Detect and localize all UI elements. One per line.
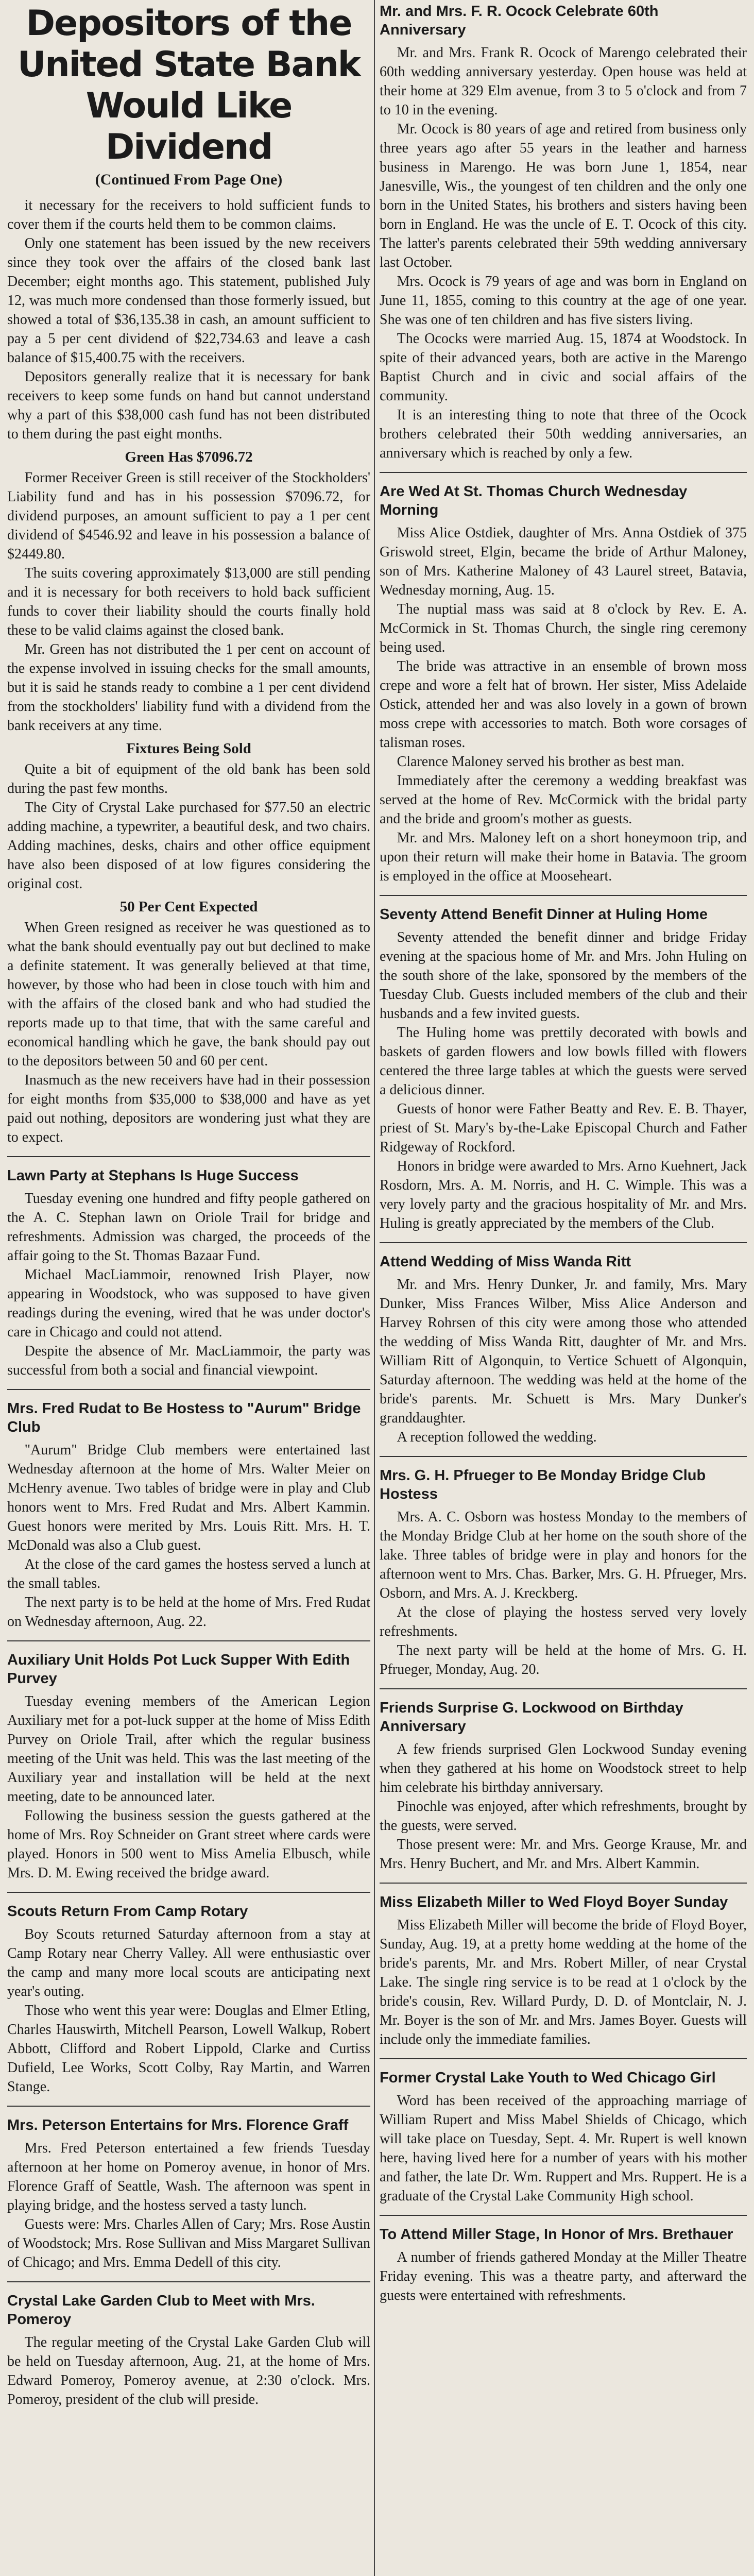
article-paragraph: Those present were: Mr. and Mrs. George Krause, Mr. and Mrs. Henry Buchert, and Mr. and Mrs. Albert Kammin. (380, 1837, 747, 1872)
article-paragraph: Guests of honor were Father Beatty and Rev. E. B. Thayer, priest of St. Mary's by-the-Lake Episcopal Church and Father Ridgeway of Rockford. (380, 1101, 747, 1155)
article-paragraph: Immediately after the ceremony a wedding breakfast was served at the home of Rev. McCormick with the bridal party and the bride and groom's mother as guests. (380, 773, 747, 827)
article-lawn-party (7, 1166, 370, 1380)
article-body (380, 928, 747, 1233)
article-wanda-ritt (380, 1252, 747, 1447)
headline-line-2: United State Bank (18, 44, 360, 85)
article-body (380, 2091, 747, 2206)
article-title: Auxiliary Unit Holds Pot Luck Supper With Edith Purvey (7, 1652, 350, 1687)
article-paragraph: The bride was attractive in an ensemble of brown moss crepe and wore a felt hat of brown. Her sister, Miss Adelaide Ostick, attended her and was also lovely in a gown of brown moss crepe with accessories to match. Both wore corsages of talisman roses. (380, 658, 747, 751)
article-garden-club (7, 2292, 370, 2409)
article-body (7, 1925, 370, 2096)
article-paragraph: Michael MacLiammoir, renowned Irish Player, now appearing in Woodstock, who was supposed to have given readings during the evening, wired that he was under doctor's care in Chicago and could not attend. (7, 1267, 370, 1340)
continued-note: (Continued From Page One) (95, 171, 283, 188)
article-title: Mrs. G. H. Pfrueger to Be Monday Bridge Club Hostess (380, 1467, 706, 1502)
article-paragraph: Seventy attended the benefit dinner and bridge Friday evening at the spacious home of Mr. and Mrs. John Huling on the south shore of the lake, sponsored by the members of the Tuesday Club. Guests included members of the club and their husbands and a few invited guests. (380, 929, 747, 1022)
article-ocock (380, 2, 747, 463)
article-paragraph: Miss Elizabeth Miller will become the bride of Floyd Boyer, Sunday, Aug. 19, at a pretty home wedding at the home of the bride's parents, Mr. and Mrs. Robert Miller, of near Crystal Lake. The single ring service is to be read at 1 o'clock by the bride's cousin, Rev. Willard Purdy, D. D. of Montclair, N. J. Mr. Boyer is the son of Mr. and Mrs. James Boyer. Guests will include only the immediate families. (380, 1917, 747, 2047)
article-paragraph: Quite a bit of equipment of the old bank has been sold during the past few months. (7, 761, 370, 796)
separator (380, 1456, 747, 1457)
article-body (380, 1275, 747, 1447)
article-paragraph: At the close of playing the hostess served very lovely refreshments. (380, 1604, 747, 1639)
article-scouts (7, 1902, 370, 2096)
article-paragraph: Honors in bridge were awarded to Mrs. Arno Kuehnert, Jack Rosdorn, Mrs. A. M. Norris, and H. C. Wimple. This was a very lovely party and the gracious hospitality of Mr. and Mrs. Huling is greatly appreciated by the members of the Club. (380, 1158, 747, 1231)
separator (380, 2215, 747, 2216)
article-title: To Attend Miller Stage, In Honor of Mrs. Brethauer (380, 2226, 733, 2243)
article-paragraph: Mr. and Mrs. Maloney left on a short honeymoon trip, and upon their return will make their home in Batavia. The groom is employed in the office at Mooseheart. (380, 830, 747, 884)
article-paragraph: It is an interesting thing to note that three of the Ocock brothers celebrated their 50th wedding anniversaries, an anniversary which is reached by only a few. (380, 407, 747, 461)
article-paragraph: The nuptial mass was said at 8 o'clock by Rev. E. A. McCormick in St. Thomas Church, the single ring ceremony being used. (380, 601, 747, 655)
article-paragraph: The City of Crystal Lake purchased for $77.50 an electric adding machine, a typewriter, a beautiful desk, and two chairs. Adding machines, desks, chairs and other office equipment have also been disposed of at low figures considering the original cost. (7, 800, 370, 892)
article-paragraph: The next party will be held at the home of Mrs. G. H. Pfrueger, Monday, Aug. 20. (380, 1642, 747, 1677)
article-paragraph: A number of friends gathered Monday at the Miller Theatre Friday evening. This was a theatre party, and afterward the guests were entertained with refreshments. (380, 2249, 747, 2303)
article-benefit-dinner (380, 905, 747, 1233)
subhead-fifty-per-cent: 50 Per Cent Expected (119, 899, 258, 915)
main-headline (7, 3, 370, 189)
article-paragraph: The Ococks were married Aug. 15, 1874 at Woodstock. In spite of their advanced years, both are active in the Marengo Baptist Church and in civic and social affairs of the community. (380, 331, 747, 404)
article-lockwood (380, 1699, 747, 1873)
bank-section-1 (7, 468, 370, 735)
article-body (7, 2139, 370, 2272)
article-paragraph: Former Receiver Green is still receiver of the Stockholders' Liability fund and has in his possession $7096.72, for dividend purposes, an amount sufficient to pay a 1 per cent dividend of $4546.92 and leave in his possession a balance of $2449.80. (7, 470, 370, 562)
separator (380, 895, 747, 896)
article-paragraph: Clarence Maloney served his brother as best man. (397, 754, 684, 770)
separator (380, 1688, 747, 1689)
article-body (380, 1916, 747, 2049)
article-title: Mr. and Mrs. F. R. Ocock Celebrate 60th Anniversary (380, 3, 659, 38)
article-paragraph: it necessary for the receivers to hold sufficient funds to cover them if the courts held them to be common claims. (7, 197, 370, 232)
article-peterson (7, 2116, 370, 2272)
article-theatre (380, 2225, 747, 2305)
article-auxiliary (7, 1651, 370, 1883)
article-body (7, 1440, 370, 1631)
article-paragraph: Tuesday evening one hundred and fifty people gathered on the A. C. Stephan lawn on Oriole Trail for bridge and refreshments. Admission was charged, the proceeds of the affair going to the St. Thomas Bazaar Fund. (7, 1191, 370, 1264)
article-paragraph: Guests were: Mrs. Charles Allen of Cary; Mrs. Rose Austin of Woodstock; Mrs. Rose Sullivan and Miss Margaret Sullivan of Chicago; and Mrs. Emma Dedell of this city. (7, 2216, 370, 2270)
article-paragraph: Mr. Green has not distributed the 1 per cent on account of the expense involved in issuing checks for the small amounts, but it is said he stands ready to combine a 1 per cent dividend from the stockholders' liability fund with a dividend from the bank receivers at any time. (7, 641, 370, 734)
separator (380, 1883, 747, 1884)
article-title: Crystal Lake Garden Club to Meet with Mrs. Pomeroy (7, 2293, 315, 2328)
article-title: Mrs. Fred Rudat to Be Hostess to "Aurum" Bridge Club (7, 1400, 361, 1435)
bank-section-3 (7, 918, 370, 1147)
article-paragraph: Those who went this year were: Douglas and Elmer Etling, Charles Hauswirth, Mitchell Pearson, Lowell Walkup, Robert Abbott, Clifford and Robert Lippold, Clarke and Curtiss Dufield, Lee Works, Scott Colby, Ray Martin, and Warren Stange. (7, 2003, 370, 2095)
article-paragraph: Mrs. Ocock is 79 years of age and was born in England on June 11, 1855, coming to this country at the age of one year. She was one of ten children and has five sisters living. (380, 274, 747, 328)
column-rule (374, 0, 375, 2576)
article-paragraph: Depositors generally realize that it is necessary for bank receivers to keep some funds on hand but cannot understand why a part of this $38,000 cash fund has not been distributed to them during the past eight months. (7, 369, 370, 442)
article-title: Scouts Return From Camp Rotary (7, 1903, 248, 1920)
article-paragraph: A reception followed the wedding. (397, 1429, 597, 1445)
bank-lead-paragraphs (7, 196, 370, 444)
article-wedding-st-thomas (380, 482, 747, 886)
article-title: Friends Surprise G. Lockwood on Birthday Anniversary (380, 1700, 683, 1735)
article-crystal-lake-youth (380, 2069, 747, 2206)
article-body (7, 2333, 370, 2409)
article-title: Are Wed At St. Thomas Church Wednesday Morning (380, 483, 688, 518)
separator (7, 1892, 370, 1893)
article-title: Miss Elizabeth Miller to Wed Floyd Boyer Sunday (380, 1894, 728, 1910)
article-body (380, 2248, 747, 2305)
article-title: Former Crystal Lake Youth to Wed Chicago Girl (380, 2070, 716, 2086)
article-paragraph: The regular meeting of the Crystal Lake Garden Club will be held on Tuesday afternoon, Aug. 21, at the home of Mrs. Edward Pomeroy, Pomeroy avenue, at 2:30 o'clock. Mrs. Pomeroy, president of the club will preside. (7, 2334, 370, 2408)
subhead-fixtures: Fixtures Being Sold (126, 740, 251, 757)
article-body (380, 1507, 747, 1679)
separator (7, 1640, 370, 1641)
article-paragraph: Mr. and Mrs. Henry Dunker, Jr. and family, Mrs. Mary Dunker, Miss Frances Wilber, Miss Alice Anderson and Harvey Rohrsen of this city were among those who attended the wedding of Miss Wanda Ritt, daughter of Mr. and Mrs. William Ritt of Algonquin, to Vertice Schuett of Algonquin, Saturday afternoon. The wedding was held at the home of the bride's parents. Mr. Schuett is Mrs. Mary Dunker's granddaughter. (380, 1277, 747, 1426)
separator (7, 1156, 370, 1157)
article-paragraph: Mrs. A. C. Osborn was hostess Monday to the members of the Monday Bridge Club at her home on the south shore of the lake. Three tables of bridge were in play and honors for the afternoon went to Mrs. Chas. Barker, Mrs. G. H. Pfrueger, Mrs. Osborn, and Mrs. A. J. Kreckberg. (380, 1509, 747, 1601)
article-title: Seventy Attend Benefit Dinner at Huling Home (380, 906, 708, 923)
article-paragraph: Mr. and Mrs. Frank R. Ocock of Marengo celebrated their 60th wedding anniversary yesterday. Open house was held at their home at 329 Elm avenue, from 3 to 5 o'clock and from 7 to 10 in the evening. (380, 45, 747, 118)
article-paragraph: The suits covering approximately $13,000 are still pending and it is necessary for both receivers to hold back sufficient funds to cover their liability should the courts finally hold these to be valid claims against the closed bank. (7, 565, 370, 638)
article-pfrueger (380, 1466, 747, 1679)
bank-article (7, 196, 370, 1147)
article-body (380, 43, 747, 463)
article-body (380, 1740, 747, 1873)
article-paragraph: The next party is to be held at the home of Mrs. Fred Rudat on Wednesday afternoon, Aug. 22. (7, 1595, 370, 1630)
article-paragraph: Mr. Ocock is 80 years of age and retired from business only three years ago after 55 years in the leather and harness business in Marengo. He was born June 1, 1854, near Janesville, Wis., the youngest of ten children and the only one born in the United States, his brothers and sisters having been born in England. He was the uncle of E. T. Ocock of this city. The latter's parents celebrated their 59th wedding anniversary last October. (380, 121, 747, 270)
article-body (7, 1692, 370, 1883)
separator (7, 2281, 370, 2282)
article-paragraph: Word has been received of the approaching marriage of William Rupert and Miss Mabel Shields of Chicago, which will take place on Tuesday, Sept. 4. Mr. Rupert is well known here, having lived here for a number of years with his mother and father, the late Dr. Wm. Ruppert and Mrs. Ruppert. He is a graduate of the Crystal Lake Community High school. (380, 2093, 747, 2204)
article-paragraph: Following the business session the guests gathered at the home of Mrs. Roy Schneider on Grant street where cards were played. Honors in 500 went to Miss Amelia Elbusch, while Mrs. D. M. Ewing received the bridge award. (7, 1808, 370, 1881)
article-title: Lawn Party at Stephans Is Huge Success (7, 1167, 299, 1184)
article-paragraph: "Aurum" Bridge Club members were entertained last Wednesday afternoon at the home of Mrs. Walter Meier on McHenry avenue. Two tables of bridge were in play and Club honors went to Mrs. Fred Rudat and Mrs. Albert Kammin. Guest honors were merited by Mrs. Louis Ritt. Mrs. H. T. McDonald was also a Club guest. (7, 1442, 370, 1553)
article-title: Mrs. Peterson Entertains for Mrs. Florence Graff (7, 2117, 349, 2133)
article-miller (380, 1893, 747, 2049)
article-paragraph: Inasmuch as the new receivers have had in their possession for eight months from $35,000 to $38,000 and have as yet paid out nothing, depositors are wondering just what they are to expect. (7, 1072, 370, 1145)
separator (7, 2106, 370, 2107)
article-paragraph: At the close of the card games the hostess served a lunch at the small tables. (7, 1556, 370, 1591)
article-paragraph: Boy Scouts returned Saturday afternoon from a stay at Camp Rotary near Cherry Valley. All were enthusiastic over the camp and many more local scouts are anticipating next year's outing. (7, 1926, 370, 1999)
article-body (380, 523, 747, 886)
right-column (380, 0, 747, 2576)
separator (380, 472, 747, 473)
left-column (7, 0, 370, 2576)
article-paragraph: Miss Alice Ostdiek, daughter of Mrs. Anna Ostdiek of 375 Griswold street, Elgin, became the bride of Arthur Maloney, son of Mrs. Katherine Maloney of 43 Laurel street, Batavia, Wednesday morning, Aug. 15. (380, 525, 747, 598)
article-paragraph: When Green resigned as receiver he was questioned as to what the bank should eventually pay out but declined to make a definite statement. It was generally believed at that time, however, by those who had been in close touch with him and with the affairs of the closed bank and who had studied the reports made up to that time, that with the same careful and economical handling which he gave, the bank should pay out to the depositors between 50 and 60 per cent. (7, 920, 370, 1069)
article-paragraph: Only one statement has been issued by the new receivers since they took over the affairs of the closed bank last December; eight months ago. This statement, published July 12, was much more condensed than those formerly issued, but showed a total of $36,135.38 in cash, an amount sufficient to pay a 5 per cent dividend of $22,734.63 and leave a cash balance of $15,400.75 with the receivers. (7, 235, 370, 366)
article-paragraph: Despite the absence of Mr. MacLiammoir, the party was successful from both a social and financial viewpoint. (7, 1343, 370, 1378)
article-body (7, 1189, 370, 1380)
headline-line-1: Depositors of the (26, 3, 352, 44)
article-paragraph: Tuesday evening members of the American Legion Auxiliary met for a pot-luck supper at the home of Miss Edith Purvey on Oriole Trail, after which the regular business meeting of the Unit was held. This was the last meeting of the Auxiliary year and installation will be held at the next meeting, date to be announced later. (7, 1693, 370, 1805)
article-paragraph: A few friends surprised Glen Lockwood Sunday evening when they gathered at his home on Woodstock street to help him celebrate his birthday anniversary. (380, 1741, 747, 1795)
bank-section-2 (7, 760, 370, 893)
article-paragraph: Mrs. Fred Peterson entertained a few friends Tuesday afternoon at her home on Pomeroy avenue, in honor of Mrs. Florence Graff of Seattle, Wash. The afternoon was spent in playing bridge, and the hostess served a tasty lunch. (7, 2140, 370, 2213)
separator (7, 1389, 370, 1390)
separator (380, 1242, 747, 1243)
article-title: Attend Wedding of Miss Wanda Ritt (380, 1253, 631, 1270)
subhead-green: Green Has $7096.72 (125, 449, 253, 465)
article-paragraph: Pinochle was enjoyed, after which refreshments, brought by the guests, were served. (380, 1799, 747, 1834)
separator (380, 2058, 747, 2059)
article-rudat (7, 1399, 370, 1631)
article-paragraph: The Huling home was prettily decorated with bowls and baskets of garden flowers and low bowls filled with flowers centered the three large tables at which the guests were served a delicious dinner. (380, 1025, 747, 1098)
headline-line-3: Would Like Dividend (85, 86, 292, 167)
